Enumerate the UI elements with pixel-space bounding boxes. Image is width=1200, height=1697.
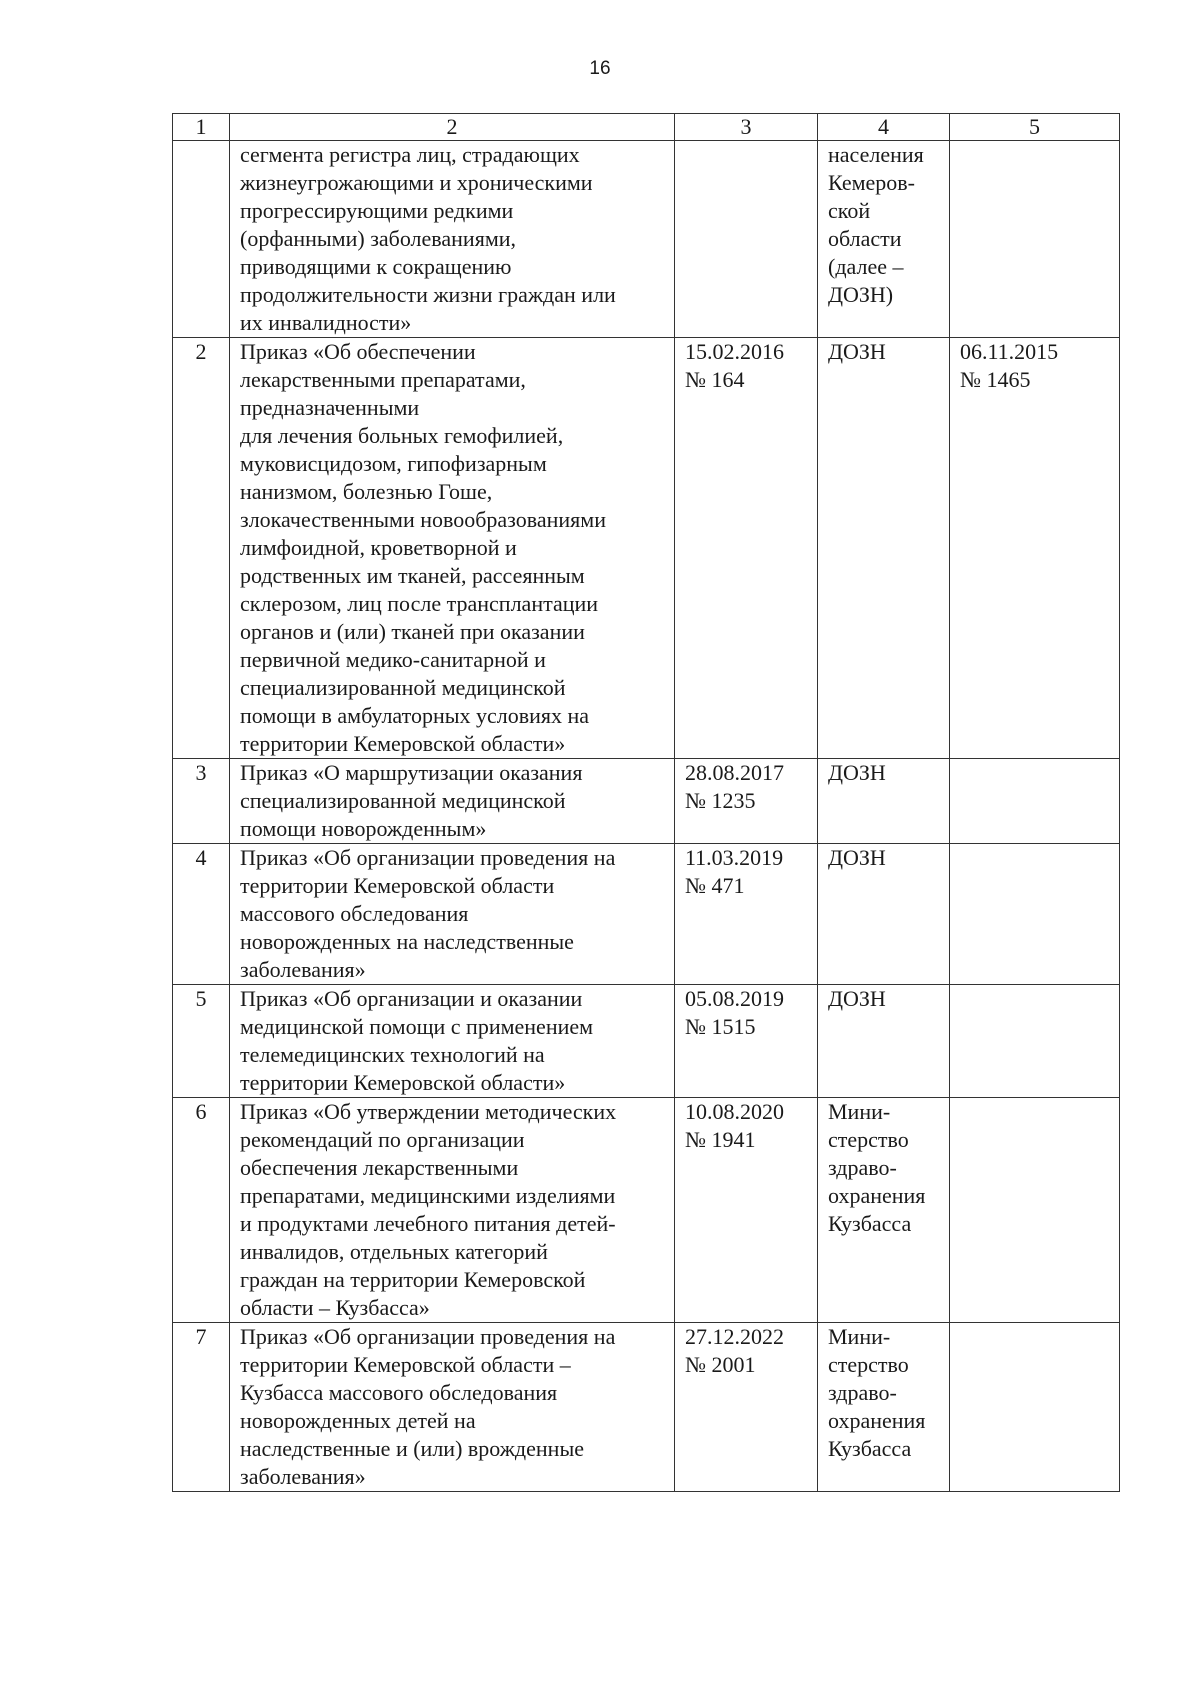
issuing-authority: ДОЗН bbox=[818, 338, 950, 759]
table-row bbox=[173, 759, 1120, 844]
document-date-number bbox=[675, 141, 818, 338]
column-header-2: 2 bbox=[230, 114, 675, 141]
document-date-number: 11.03.2019 № 471 bbox=[675, 844, 818, 985]
document-title: Приказ «Об организации проведения на территории Кемеровской области – Кузбасса массового обследования новорожденных детей на наследственные и (или) врожденные заболевания» bbox=[230, 1323, 675, 1492]
row-number bbox=[173, 141, 230, 338]
table-row bbox=[173, 141, 1120, 338]
row-number: 7 bbox=[173, 1323, 230, 1492]
row-number: 5 bbox=[173, 985, 230, 1098]
issuing-authority: ДОЗН bbox=[818, 844, 950, 985]
replaced-document bbox=[950, 759, 1120, 844]
table-row bbox=[173, 985, 1120, 1098]
replaced-document bbox=[950, 1323, 1120, 1492]
table-row bbox=[173, 1098, 1120, 1323]
document-title: Приказ «Об организации и оказании медицинской помощи с применением телемедицинских технологий на территории Кемеровской области» bbox=[230, 985, 675, 1098]
row-number: 2 bbox=[173, 338, 230, 759]
table-row bbox=[173, 844, 1120, 985]
replaced-document bbox=[950, 844, 1120, 985]
document-title: Приказ «Об утверждении методических рекомендаций по организации обеспечения лекарственными препаратами, медицинскими изделиями и продуктами лечебного питания детей- инвалидов, отдельных категорий граждан на территории Кемеровской области – Кузбасса» bbox=[230, 1098, 675, 1323]
row-number: 4 bbox=[173, 844, 230, 985]
document-title: сегмента регистра лиц, страдающих жизнеугрожающими и хроническими прогрессирующими редкими (орфанными) заболеваниями, приводящими к сокращению продолжительности жизни граждан или их инвалидности» bbox=[230, 141, 675, 338]
orders-table bbox=[172, 113, 1120, 1492]
table-header bbox=[173, 114, 1120, 141]
document-date-number: 10.08.2020 № 1941 bbox=[675, 1098, 818, 1323]
replaced-document bbox=[950, 985, 1120, 1098]
document-title: Приказ «Об обеспечении лекарственными препаратами, предназначенными для лечения больных гемофилией, муковисцидозом, гипофизарным нанизмом, болезнью Гоше, злокачественными новообразованиями лимфоидной, кроветворной и родственных им тканей, рассеянным склерозом, лиц после трансплантации органов и (или) тканей при оказании первичной медико-санитарной и специализированной медицинской помощи в амбулаторных условиях на территории Кемеровской области» bbox=[230, 338, 675, 759]
replaced-document bbox=[950, 141, 1120, 338]
replaced-document bbox=[950, 1098, 1120, 1323]
row-number: 3 bbox=[173, 759, 230, 844]
document-title: Приказ «О маршрутизации оказания специализированной медицинской помощи новорожденным» bbox=[230, 759, 675, 844]
row-number: 6 bbox=[173, 1098, 230, 1323]
document-date-number: 05.08.2019 № 1515 bbox=[675, 985, 818, 1098]
document-title: Приказ «Об организации проведения на территории Кемеровской области массового обследования новорожденных на наследственные заболевания» bbox=[230, 844, 675, 985]
column-header-4: 4 bbox=[818, 114, 950, 141]
table-body bbox=[173, 141, 1120, 1492]
table-row bbox=[173, 1323, 1120, 1492]
document-date-number: 15.02.2016 № 164 bbox=[675, 338, 818, 759]
column-header-5: 5 bbox=[950, 114, 1120, 141]
column-header-3: 3 bbox=[675, 114, 818, 141]
issuing-authority: ДОЗН bbox=[818, 759, 950, 844]
column-header-1: 1 bbox=[173, 114, 230, 141]
issuing-authority: Мини- стерство здраво- охранения Кузбасса bbox=[818, 1323, 950, 1492]
document-date-number: 28.08.2017 № 1235 bbox=[675, 759, 818, 844]
issuing-authority: населения Кемеров- ской области (далее – ДОЗН) bbox=[818, 141, 950, 338]
header-row bbox=[173, 114, 1120, 141]
issuing-authority: ДОЗН bbox=[818, 985, 950, 1098]
table-row bbox=[173, 338, 1120, 759]
document-date-number: 27.12.2022 № 2001 bbox=[675, 1323, 818, 1492]
replaced-document: 06.11.2015 № 1465 bbox=[950, 338, 1120, 759]
issuing-authority: Мини- стерство здраво- охранения Кузбасса bbox=[818, 1098, 950, 1323]
page-number: 16 bbox=[589, 58, 611, 79]
